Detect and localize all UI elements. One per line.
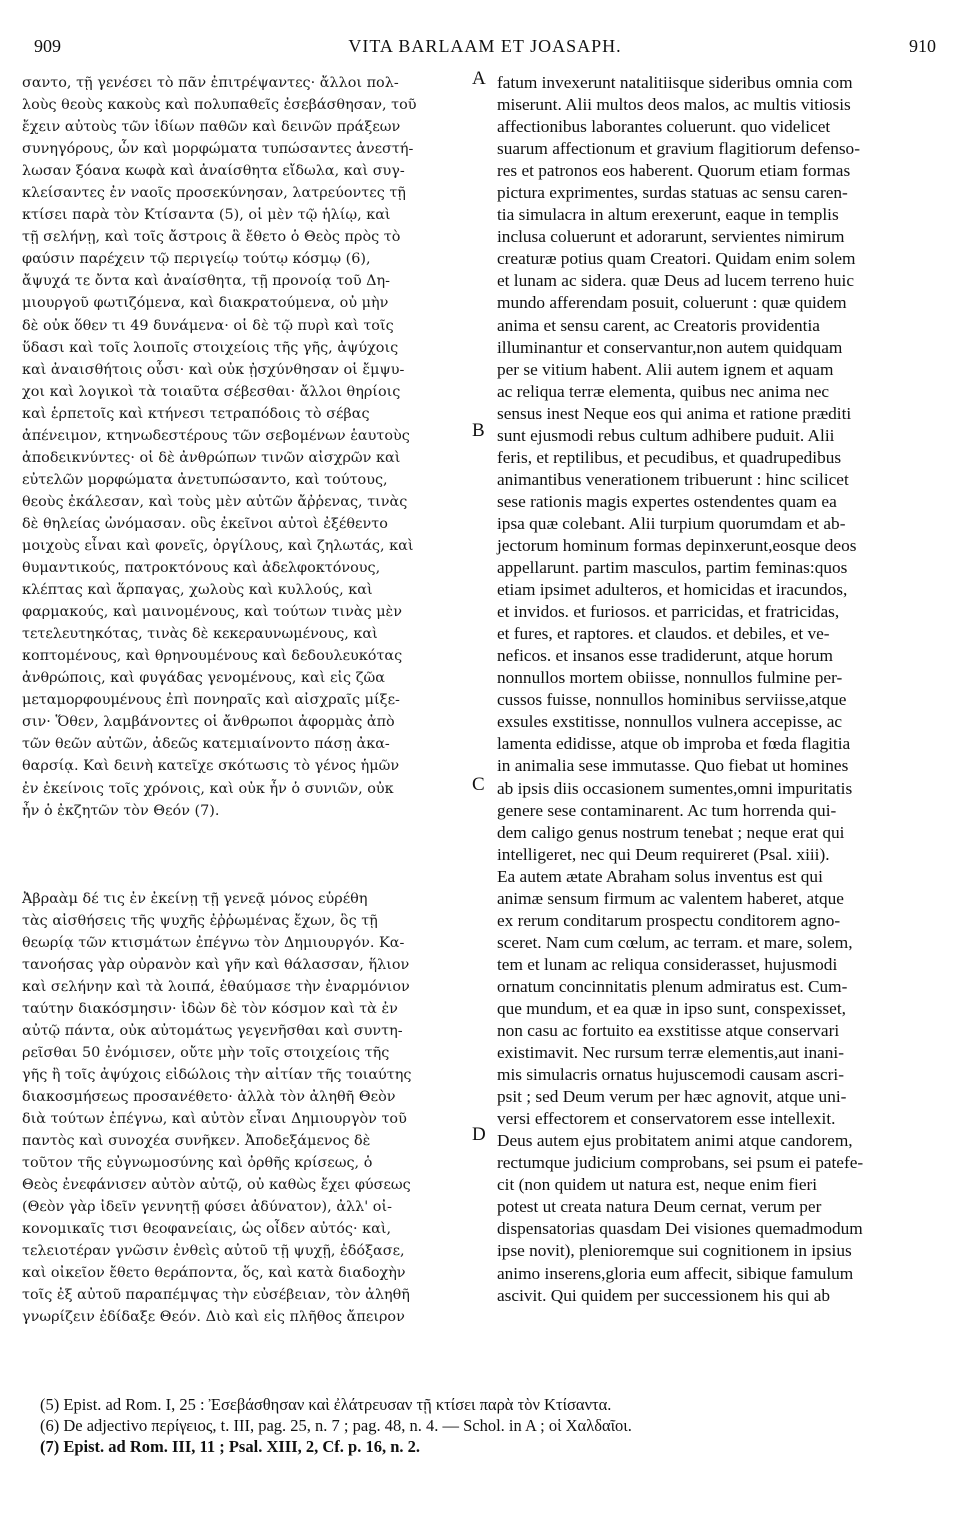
greek-text-line: τῶν θεῶν αὐτῶν, ἀδεῶς κατεμιαίνοντο πάσῃ ἀκα- bbox=[22, 736, 390, 753]
running-header bbox=[34, 36, 936, 62]
latin-text-line: ornatum concinnitatis plenum admiratus est. Cum- bbox=[497, 976, 848, 996]
latin-column bbox=[497, 72, 942, 1307]
latin-text-line: Deus autem ejus probitatem animi atque candorem, bbox=[497, 1131, 853, 1151]
greek-text-line: μιουργοῦ φωτιζόμενα, καὶ διακρατούμενα, οὐ μὴν bbox=[22, 295, 389, 312]
latin-text-line: ac reliqua terræ elementa, quibus nec anima nec bbox=[497, 381, 830, 401]
latin-text-line: psit ; sed Deum verum per hæc agnovit, atque uni- bbox=[497, 1087, 847, 1107]
greek-text-line: κοπτομένους, καὶ θρηνουμένους καὶ δεδουλευκότας bbox=[22, 648, 403, 665]
greek-text-line: χοι καὶ λογικοὶ τὰ τοιαῦτα σέβεσθαι· ἄλλοι θηρίοις bbox=[22, 383, 401, 400]
greek-text-line: καὶ σελήνην καὶ τὰ λοιπά, ἐθαύμασε τὴν ἐναρμόνιον bbox=[22, 978, 410, 995]
greek-text-line: Θεὸς ἐνεφάνισεν αὐτὸν αὐτῷ, οὐ καθὼς ἔχει φύσεως bbox=[22, 1177, 411, 1194]
latin-text-line: cussos fuisse, nonnullos hominibus serviisse,atque bbox=[497, 690, 847, 710]
latin-text-line: que mundum, et ea quæ in ipso sunt, conspexisset, bbox=[497, 998, 846, 1018]
latin-text-line: lamenta edidisse, atque ob improba et fœda flagitia bbox=[497, 734, 851, 754]
greek-text-line: κλείσαντες ἐν ναοῖς προσεκύνησαν, λατρεύοντες τῇ bbox=[22, 185, 406, 202]
footnote-7: (7) Epist. ad Rom. III, 11 ; Psal. XIII, 2, Cf. p. 16, n. 2. bbox=[40, 1437, 421, 1456]
greek-text-line: τὰς αἰσθήσεις τῆς ψυχῆς ἐῤῥωμένας ἔχων, ὃς τῇ bbox=[22, 912, 378, 929]
page-number-left: 909 bbox=[34, 36, 61, 56]
greek-text-line: κονομικαῖς τισι θεοφανείαις, ὡς οἶδεν αὐτός· καὶ, bbox=[22, 1221, 392, 1238]
latin-text-line: non casu ac fortuito ea exstitisse atque conservari bbox=[497, 1021, 840, 1041]
section-marker-c: C bbox=[472, 774, 485, 795]
greek-text-line: ἦν ὁ ἐκζητῶν τὸν Θεόν (7). bbox=[22, 802, 220, 819]
latin-text-line: illuminantur et conservantur,non autem quidquam bbox=[497, 337, 843, 357]
greek-text-line: κτίσει παρὰ τὸν Κτίσαντα (5), οἱ μὲν τῷ ἡλίῳ, καὶ bbox=[22, 207, 391, 224]
latin-text-line: anima et sensu carent, ac Creatoris providentia bbox=[497, 315, 820, 335]
greek-text-line: σαντο, τῇ γενέσει τὸ πᾶν ἐπιτρέψαντες· ἄλλοι πολ- bbox=[22, 75, 399, 91]
greek-text-line: ἐν ἐκείνοις τοῖς χρόνοις, καὶ οὐκ ἦν ὁ συνιῶν, οὐκ bbox=[22, 780, 394, 797]
latin-text-line: mis simulacris ornatus hujuscemodi causam ascri- bbox=[497, 1065, 844, 1085]
latin-text-line: nonnullos mortem obiisse, nonnullos fulmine per- bbox=[497, 668, 843, 688]
greek-text-line: μεταμορφουμένους ἐπὶ πονηραῖς καὶ αἰσχραῖς μίξε- bbox=[22, 692, 400, 709]
greek-text-line: καὶ ἀναισθήτοις οὖσι· καὶ οὐκ ᾐσχύνθησαν οἱ ἔμψυ- bbox=[22, 361, 405, 378]
latin-text-line: ipse novit), plenioremque sui cognitionem in ipsius bbox=[497, 1241, 852, 1261]
greek-text-line: αὐτῷ πάντα, οὐκ αὐτομάτως γεγενῆσθαι καὶ συντη- bbox=[22, 1022, 403, 1039]
greek-text-line: λοὺς θεοὺς κακοὺς καὶ πολυπαθεῖς ἐσεβάσθησαν, τοῦ bbox=[22, 97, 417, 114]
latin-text-line: suarum affectionum et gravium flagitiorum defenso- bbox=[497, 139, 860, 159]
greek-text-line: ὕδασι καὶ τοῖς λοιποῖς στοιχείοις τῆς γῆς, ἀψύχοις bbox=[22, 339, 399, 356]
latin-text-line: sensus inest Neque eos qui anima et ratione præditi bbox=[497, 403, 852, 423]
greek-text-line: τανοήσας γὰρ οὐρανὸν καὶ γῆν καὶ θάλασσαν, ἥλιον bbox=[22, 956, 410, 973]
latin-text-line: animantibus venerationem tribuerunt : hinc scilicet bbox=[497, 469, 849, 489]
greek-text-line: Ἀβραὰμ δέ τις ἐν ἐκείνῃ τῇ γενεᾷ μόνος εὑρέθη bbox=[22, 890, 368, 907]
latin-text-line: res et patronos eos haberent. Quorum etiam formas bbox=[497, 161, 851, 181]
greek-text-line: θυμαντικούς, πατροκτόνους καὶ ἀδελφοκτόνους, bbox=[22, 560, 381, 577]
footnotes bbox=[40, 1394, 920, 1457]
section-marker-a: A bbox=[472, 68, 486, 89]
latin-text-line: ipsa quæ colebant. Alii turpium quorumdam et ab- bbox=[497, 513, 846, 533]
latin-text-line: fatum invexerunt natalitiisque sideribus omnia com bbox=[497, 73, 853, 92]
latin-text-line: dem caligo genus nostrum tenebat ; neque erat qui bbox=[497, 822, 845, 842]
greek-text-line: φαρμακούς, καὶ μαινομένους, καὶ τούτων τινὰς μὲν bbox=[22, 604, 403, 621]
latin-text-line: versi effectorem et conservatorem esse intellexit. bbox=[497, 1109, 836, 1129]
greek-text-line: ἀνθρώποις, καὶ φυγάδας γενομένους, καὶ εἰς ζῶα bbox=[22, 670, 385, 687]
latin-text-line: rectumque judicium comprobans, sei psum ei patefe- bbox=[497, 1153, 864, 1173]
latin-text-line: et fures, et raptores. et claudos. et debiles, et ve- bbox=[497, 624, 830, 644]
latin-text-line: Ea autem ætate Abraham solus inventus est qui bbox=[497, 866, 823, 886]
paragraph-gap bbox=[22, 822, 480, 888]
greek-text-line: συνηγόρους, ὧν καὶ μορφώματα τυπώσαντες ἀνεστή- bbox=[22, 141, 414, 158]
greek-text-line: ἔχειν αὐτοὺς τῶν ἰδίων παθῶν καὶ δεινῶν πράξεων bbox=[22, 119, 401, 136]
latin-text-line: per se vitium habent. Alii autem ignem et aquam bbox=[497, 359, 834, 379]
greek-text-line: τῇ σελήνῃ, καὶ τοῖς ἄστροις ἃ ἔθετο ὁ Θεὸς πρὸς τὸ bbox=[22, 229, 401, 246]
latin-text-line: appellarunt. partim masculos, partim feminas:quos bbox=[497, 558, 848, 578]
latin-text-line: miserunt. Alii multos deos malos, ac multis vitiosis bbox=[497, 95, 851, 115]
latin-text-line: sceret. Nam cum cœlum, ac terram. et mare, solem, bbox=[497, 932, 853, 952]
greek-text-line: τετελευτηκότας, τινὰς δὲ κεκεραυνωμένους, καὶ bbox=[22, 626, 378, 643]
latin-text-line: tem et lunam ac reliqua considerasset, hujusmodi bbox=[497, 954, 838, 974]
greek-text-line: γνωρίζειν ἐδίδαξε Θεόν. Διὸ καὶ εἰς πλῆθος ἄπειρον bbox=[22, 1309, 405, 1326]
latin-text-line: inclusa coluerunt et adorarunt, servientes nimirum bbox=[497, 227, 845, 247]
greek-text-line: κλέπτας καὶ ἅρπαγας, χωλοὺς καὶ κυλλούς, καὶ bbox=[22, 582, 373, 599]
greek-text-line: (Θεὸν γὰρ ἰδεῖν γεννητῇ φύσει ἀδύνατον), ἀλλ' οἰ- bbox=[22, 1199, 392, 1216]
latin-text-line: cit (non quidem ut natura est, neque enim fieri bbox=[497, 1175, 818, 1195]
section-marker-d: D bbox=[472, 1124, 486, 1145]
greek-text-line: δὲ θηλείας ὠνόμασαν. οὓς ἐκεῖνοι αὐτοὶ ἐξέθεντο bbox=[22, 515, 388, 532]
greek-text-line: θεωρίᾳ τῶν κτισμάτων ἐπέγνω τὸν Δημιουργόν. Κα- bbox=[22, 934, 405, 951]
greek-text-line: διακοσμήσεως προσανέθετο· ἀλλὰ τὸν ἀληθῆ Θεὸν bbox=[22, 1089, 396, 1106]
greek-text-line: θεοὺς ἐκάλεσαν, καὶ τοὺς μὲν αὐτῶν ἄῤῥενας, τινὰς bbox=[22, 493, 408, 510]
latin-text-line: existimavit. Nec rursum terræ elementis,aut inani- bbox=[497, 1043, 844, 1063]
latin-text-line: in animalia sese immutasse. Quo fiebat ut homines bbox=[497, 756, 849, 776]
latin-text-line: dispensatorias quasdam Dei visiones quemadmodum bbox=[497, 1219, 863, 1239]
latin-text-line: et invidos. et furiosos. et parricidas, et fratricidas, bbox=[497, 602, 840, 622]
greek-text-line: τελειοτέραν γνῶσιν ἐνθεὶς αὐτοῦ τῇ ψυχῇ, ἐδόξασε, bbox=[22, 1243, 405, 1260]
latin-text-line: feris, et reptilibus, et pecudibus, et quadrupedibus bbox=[497, 447, 842, 467]
greek-text-line: ταύτην διακόσμησιν· ἰδὼν δὲ τὸν κόσμον καὶ τὰ ἐν bbox=[22, 1000, 398, 1017]
greek-text-line: καὶ ἑρπετοῖς καὶ κτήνεσι τετραπόδοις τὸ σέβας bbox=[22, 405, 370, 422]
greek-text-line: καὶ οἰκεῖον ἔθετο θεράποντα, ὅς, καὶ κατὰ διαδοχὴν bbox=[22, 1265, 406, 1282]
latin-text-line: potest ut creata natura Deum cernat, verum per bbox=[497, 1197, 822, 1217]
latin-text-line: tia simulacra in altum erexerunt, eaque in templis bbox=[497, 205, 839, 225]
latin-text-line: genere sese contaminarent. Ac tum horrenda qui- bbox=[497, 800, 837, 820]
greek-text-line: τοῖς ἐξ αὐτοῦ παραπέμψας τὴν εὐσέβειαν, τὸν ἀληθῆ bbox=[22, 1287, 410, 1304]
greek-text-line: εὐτελῶν μορφώματα ἀνετυπώσαντο, καὶ τούτους, bbox=[22, 471, 388, 488]
greek-text-line: ἀποδεικνύντες· οἱ δὲ ἀνθρώπων τινῶν αἰσχρῶν καὶ bbox=[22, 449, 401, 466]
latin-text-line: exsules exstitisse, nonnullos vulnera accepisse, ac bbox=[497, 712, 843, 732]
latin-text-line: etiam ipsimet adulteros, et homicidas et iracundos, bbox=[497, 580, 848, 600]
latin-text-line: et lunam ac sidera. quæ Deus ad lucem terreno huic bbox=[497, 271, 855, 291]
latin-text-line: affectionibus laborantes coluerunt. quo videlicet bbox=[497, 117, 831, 137]
latin-text-line: ab ipsis diis occasionem sumentes,omni impuritatis bbox=[497, 778, 853, 798]
latin-text-line: mundo afferendam posuit, coluerunt : quæ quidem bbox=[497, 293, 847, 313]
latin-text-line: neficos. et insanos esse tradiderunt, atque horum bbox=[497, 646, 833, 666]
greek-text-line: διὰ τούτων ἐπέγνω, καὶ αὐτὸν εἶναι Δημιουργὸν τοῦ bbox=[22, 1111, 407, 1128]
page-number-right: 910 bbox=[909, 36, 936, 56]
greek-text-line: ρεῖσθαι 50 ἐνόμισεν, οὔτε μὴν τοῖς στοιχείοις τῆς bbox=[22, 1044, 390, 1061]
latin-text-line: sese rationis magis expertes ostendentes quam ea bbox=[497, 491, 837, 511]
running-title: VITA BARLAAM ET JOASAPH. bbox=[348, 36, 622, 56]
greek-text-line: θαρσίᾳ. Καὶ δεινὴ κατεῖχε σκότωσις τὸ γένος ἡμῶν bbox=[22, 758, 400, 775]
greek-text-line: φαύσιν παρέχειν τῷ περιγείῳ τούτῳ κόσμῳ (6), bbox=[22, 251, 371, 268]
greek-text-line: ἄψυχά τε ὄντα καὶ ἀναίσθητα, τῇ προνοίᾳ τοῦ Δη- bbox=[22, 273, 391, 290]
greek-text-line: τοῦτον τῆς εὐγνωμοσύνης καὶ ὀρθῆς κρίσεως, ὁ bbox=[22, 1155, 373, 1172]
latin-text-line: intelligeret, nec qui Deum requireret (Psal. xiii). bbox=[497, 844, 830, 864]
greek-column bbox=[22, 72, 480, 1329]
greek-text-line: δὲ οὐκ ὅθεν τι 49 δυνάμενα· οἱ δὲ τῷ πυρὶ καὶ τοῖς bbox=[22, 317, 394, 334]
section-marker-b: B bbox=[472, 420, 485, 441]
greek-text-line: παντὸς καὶ συνοχέα συνῆκεν. Ἀποδεξάμενος δὲ bbox=[22, 1133, 371, 1150]
latin-text-line: animo inserens,gloria eum affecit, sibique famulum bbox=[497, 1263, 854, 1283]
latin-text-line: ascivit. Qui quidem per successionem his qui ab bbox=[497, 1285, 831, 1305]
footnote-6: (6) De adjectivo περίγειος, t. III, pag. 25, n. 7 ; pag. 48, n. 4. — Schol. in A ; οἱ Χαλδαῖοι. bbox=[40, 1416, 632, 1435]
latin-text-line: sunt ejusmodi rebus cultum adhibere puduit. Alii bbox=[497, 425, 835, 445]
greek-text-line: γῆς ἢ τοῖς ἀψύχοις εἰδώλοις τὴν αἰτίαν τῆς τοιαύτης bbox=[22, 1066, 412, 1083]
latin-text-line: jectorum hominum formas depinxerunt,eosque deos bbox=[497, 535, 857, 555]
latin-text-line: creaturæ potius quam Creatori. Quidam enim solem bbox=[497, 249, 856, 269]
greek-text-line: λωσαν ξόανα κωφὰ καὶ ἀναίσθητα εἴδωλα, καὶ συγ- bbox=[22, 163, 405, 180]
latin-text-line: pictura exprimentes, surdas statuas ac sensu caren- bbox=[497, 183, 848, 203]
footnote-5: (5) Epist. ad Rom. I, 25 : Ἐσεβάσθησαν καὶ ἐλάτρευσαν τῇ κτίσει παρὰ τὸν Κτίσαντα. bbox=[40, 1395, 612, 1414]
greek-text-line: μοιχοὺς εἶναι καὶ φονεῖς, ὀργίλους, καὶ ζηλωτάς, καὶ bbox=[22, 537, 414, 554]
greek-text-line: σιν· Ὅθεν, λαμβάνοντες οἱ ἄνθρωποι ἀφορμὰς ἀπὸ bbox=[22, 714, 395, 731]
greek-text-line: ἀπένειμον, κτηνωδεστέρους τῶν σεβομένων ἑαυτοὺς bbox=[22, 427, 410, 444]
latin-text-line: ex rerum conditarum prospectu conditorem agno- bbox=[497, 910, 841, 930]
latin-text-line: animæ sensum firmum ac valentem haberet, atque bbox=[497, 888, 844, 908]
